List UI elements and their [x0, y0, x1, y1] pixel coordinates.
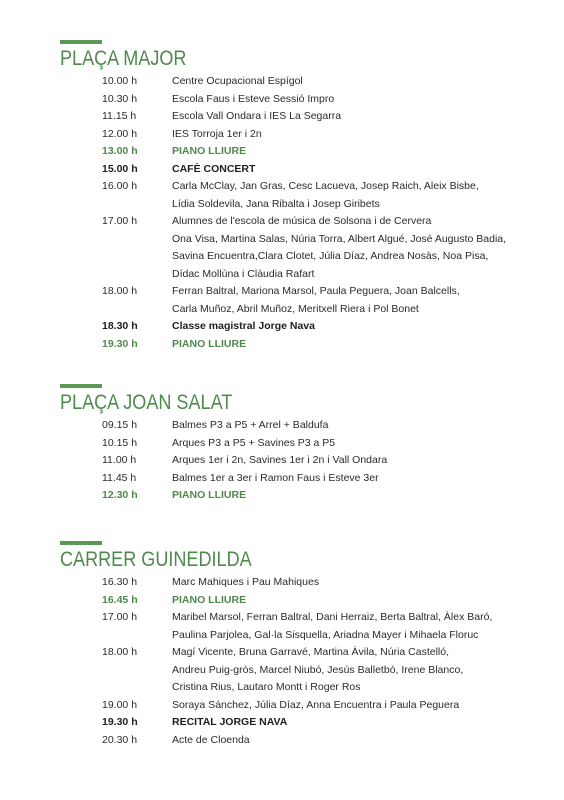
schedule-event: PIANO LLIURE — [172, 145, 247, 157]
schedule-time: 19.00 h — [102, 698, 138, 711]
schedule-row — [102, 417, 540, 435]
schedule-event: Soraya Sánchez, Júlia Díaz, Anna Encuentra i Paula Peguera — [172, 698, 460, 711]
schedule-row — [102, 470, 540, 488]
schedule-event: Ferran Baltral, Mariona Marsol, Paula Peguera, Joan Balcells, Carla Muñoz, Abril Muñoz, Meritxell Riera i Pol Bonet — [172, 285, 460, 315]
schedule-time: 17.00 h — [102, 215, 138, 227]
schedule-event: Balmes P3 a P5 + Arrel + Baldufa — [172, 419, 329, 431]
schedule-event: Classe magistral Jorge Nava — [172, 320, 315, 332]
section-title: PLAÇA MAJOR — [60, 47, 187, 70]
schedule-row — [102, 108, 540, 126]
schedule-event: Arques P3 a P5 + Savines P3 a P5 — [172, 436, 336, 449]
schedule-time: 11.45 h — [102, 471, 137, 484]
schedule-row — [102, 91, 540, 109]
schedule-time: 16.45 h — [102, 593, 138, 606]
schedule-event: Alumnes de l'escola de música de Solsona i de Cervera Ona Visa, Martina Salas, Núria Torra, Albert Algué, José Augusto Badia, Savina Encuentra,Clara Clotet, Júlia Díaz, Andrea Nosàs, Noa Pisa, Dídac Mollùna i Clàudia Rafart — [172, 215, 507, 280]
section-title: PLAÇA JOAN SALAT — [60, 391, 233, 414]
schedule-event: Escola Faus i Esteve Sessió Impro — [172, 92, 335, 105]
schedule-event: Maribel Marsol, Ferran Baltral, Dani Herraiz, Berta Baltral, Àlex Baró, Paulina Parjolea, Gal·la Sisquella, Ariadna Mayer i Mihaela Floruc — [172, 611, 493, 641]
section-accent-bar — [60, 541, 102, 545]
schedule-row — [102, 732, 540, 750]
schedule-row — [102, 452, 540, 470]
schedule-event: PIANO LLIURE — [172, 593, 247, 606]
schedule-row — [102, 697, 540, 715]
section-carrer-guinedilda — [60, 541, 540, 749]
schedule-time: 16.30 h — [102, 576, 138, 588]
schedule-time: 11.00 h — [102, 454, 137, 466]
schedule-row — [102, 213, 540, 283]
schedule-row — [102, 318, 540, 336]
schedule-event: Acte de Cloenda — [172, 733, 250, 746]
schedule-row — [102, 435, 540, 453]
section-accent-bar — [60, 40, 102, 44]
schedule-event: RECITAL JORGE NAVA — [172, 716, 288, 728]
schedule-time: 10.30 h — [102, 92, 138, 105]
schedule-event: CAFÈ CONCERT — [172, 162, 256, 175]
schedule-time: 20.30 h — [102, 733, 138, 746]
schedule-list — [102, 417, 540, 505]
schedule-list — [102, 574, 540, 749]
schedule-event: Balmes 1er a 3er i Ramon Faus i Esteve 3er — [172, 471, 379, 484]
schedule-time: 15.00 h — [102, 162, 138, 175]
schedule-row — [102, 143, 540, 161]
schedule-row — [102, 644, 540, 697]
schedule-row — [102, 161, 540, 179]
section-accent-bar — [60, 384, 102, 388]
schedule-event: Escola Vall Ondara i IES La Segarra — [172, 110, 342, 122]
schedule-event: PIANO LLIURE — [172, 489, 247, 501]
schedule-time: 12.30 h — [102, 489, 138, 501]
schedule-time: 11.15 h — [102, 110, 137, 122]
schedule-time: 12.00 h — [102, 127, 138, 140]
schedule-row — [102, 126, 540, 144]
schedule-time: 19.30 h — [102, 716, 138, 728]
section-placa-major — [60, 40, 540, 353]
schedule-row — [102, 73, 540, 91]
schedule-row — [102, 336, 540, 354]
schedule-row — [102, 574, 540, 592]
schedule-time: 18.00 h — [102, 646, 138, 658]
schedule-time: 19.30 h — [102, 337, 138, 350]
schedule-row — [102, 714, 540, 732]
schedule-event: Marc Mahiques i Pau Mahiques — [172, 576, 320, 588]
schedule-row — [102, 592, 540, 610]
schedule-time: 18.30 h — [102, 320, 138, 332]
schedule-time: 09.15 h — [102, 419, 138, 431]
schedule-time: 10.15 h — [102, 436, 138, 449]
schedule-time: 18.00 h — [102, 285, 138, 297]
schedule-row — [102, 487, 540, 505]
schedule-row — [102, 609, 540, 644]
schedule-event: Carla McClay, Jan Gras, Cesc Lacueva, Josep Raich, Aleix Bisbe, Lídia Soldevila, Jana Ribalta i Josep Giribets — [172, 180, 479, 210]
schedule-time: 16.00 h — [102, 180, 138, 192]
section-title: CARRER GUINEDILDA — [60, 548, 252, 571]
schedule-row — [102, 178, 540, 213]
schedule-event: IES Torroja 1er i 2n — [172, 127, 262, 140]
schedule-event: Arques 1er i 2n, Savines 1er i 2n i Vall Ondara — [172, 454, 388, 466]
schedule-event: PIANO LLIURE — [172, 337, 247, 350]
schedule-list — [102, 73, 540, 353]
schedule-time: 17.00 h — [102, 611, 138, 623]
section-placa-joan-salat — [60, 384, 540, 505]
schedule-time: 10.00 h — [102, 75, 138, 87]
schedule-row — [102, 283, 540, 318]
schedule-event: Centre Ocupacional Espígol — [172, 75, 303, 87]
schedule-time: 13.00 h — [102, 145, 138, 157]
schedule-event: Magí Vicente, Bruna Garravé, Martina Àvila, Núria Castelló, Andreu Puig-gròs, Marcel Niubó, Jesús Balletbò, Irene Blanco, Cristina Rius, Lautaro Montt i Roger Ros — [172, 646, 464, 693]
